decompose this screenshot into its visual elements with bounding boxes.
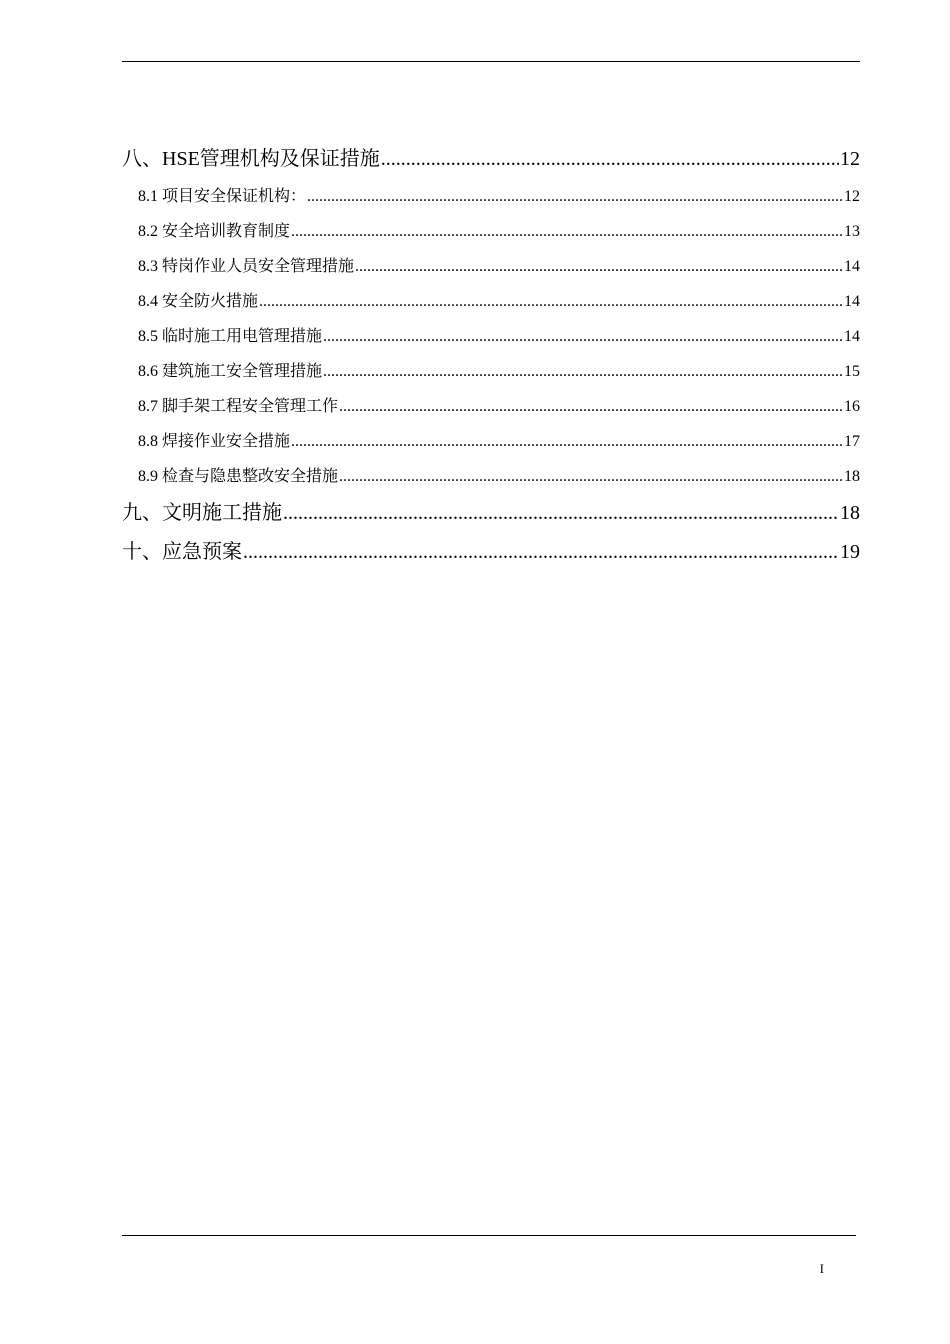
toc-entry-chapter-10[interactable] xyxy=(122,533,860,572)
toc-entry-title: 九、文明施工措施 xyxy=(122,502,282,524)
toc-entry-title: 8.1 项目安全保证机构： xyxy=(138,188,307,205)
toc-leader-dots xyxy=(283,494,839,533)
toc-leader-dots xyxy=(339,389,843,424)
toc-entry-title: 8.5 临时施工用电管理措施 xyxy=(138,328,323,345)
toc-entry-title: 八、HSE管理机构及保证措施 xyxy=(122,148,380,170)
toc-entry-title: 8.4 安全防火措施 xyxy=(138,293,259,310)
toc-entry-chapter-8[interactable] xyxy=(122,140,860,179)
toc-leader-dots xyxy=(291,214,843,249)
toc-entry-page: 18 xyxy=(844,468,860,485)
toc-leader-dots xyxy=(259,284,843,319)
toc-entry-page: 19 xyxy=(840,541,860,563)
footer-page-number: I xyxy=(819,1261,824,1276)
toc-entry-title: 十、应急预案 xyxy=(122,541,242,563)
toc-entry-page: 17 xyxy=(844,433,860,450)
toc-entry-title: 8.3 特岗作业人员安全管理措施 xyxy=(138,258,355,275)
toc-entry-8-7[interactable] xyxy=(122,389,860,424)
toc-entry-page: 12 xyxy=(844,188,860,205)
toc-entry-title: 8.8 焊接作业安全措施 xyxy=(138,433,291,450)
toc-leader-dots xyxy=(339,459,843,494)
toc-entry-page: 16 xyxy=(844,398,860,415)
toc-entry-8-2[interactable] xyxy=(122,214,860,249)
toc-entry-title: 8.7 脚手架工程安全管理工作 xyxy=(138,398,339,415)
toc-entry-8-1[interactable] xyxy=(122,179,860,214)
toc-leader-dots xyxy=(243,533,839,572)
header-rule xyxy=(122,61,860,62)
toc-entry-8-6[interactable] xyxy=(122,354,860,389)
toc-entry-8-3[interactable] xyxy=(122,249,860,284)
toc-leader-dots xyxy=(307,179,843,214)
toc-leader-dots xyxy=(355,249,843,284)
toc-entry-page: 15 xyxy=(844,363,860,380)
toc-entry-chapter-9[interactable] xyxy=(122,494,860,533)
toc-leader-dots xyxy=(323,319,843,354)
toc-entry-title: 8.6 建筑施工安全管理措施 xyxy=(138,363,323,380)
table-of-contents xyxy=(122,140,860,572)
toc-entry-title: 8.9 检查与隐患整改安全措施 xyxy=(138,468,339,485)
toc-leader-dots xyxy=(291,424,843,459)
toc-entry-8-4[interactable] xyxy=(122,284,860,319)
toc-entry-8-8[interactable] xyxy=(122,424,860,459)
toc-entry-page: 12 xyxy=(840,148,860,170)
toc-entry-page: 13 xyxy=(844,223,860,240)
toc-leader-dots xyxy=(381,140,839,179)
toc-entry-page: 14 xyxy=(844,258,860,275)
toc-entry-8-5[interactable] xyxy=(122,319,860,354)
toc-entry-page: 14 xyxy=(844,293,860,310)
toc-leader-dots xyxy=(323,354,843,389)
footer-rule xyxy=(122,1235,856,1236)
toc-entry-title: 8.2 安全培训教育制度 xyxy=(138,223,291,240)
toc-entry-page: 14 xyxy=(844,328,860,345)
toc-entry-8-9[interactable] xyxy=(122,459,860,494)
toc-entry-page: 18 xyxy=(840,502,860,524)
